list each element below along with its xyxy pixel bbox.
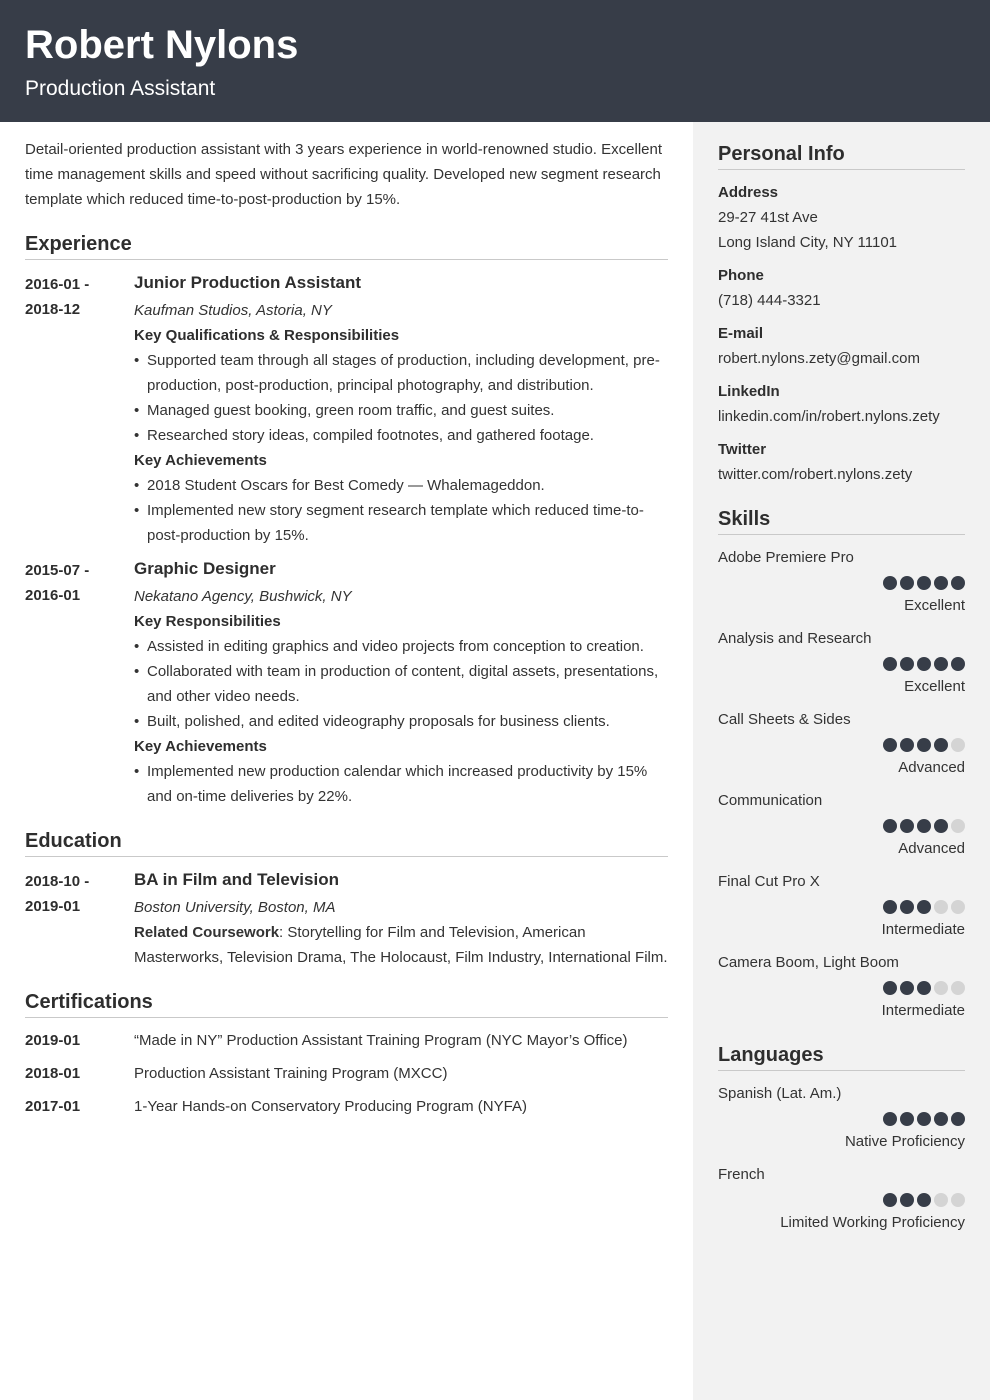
rating-dot-filled — [883, 657, 897, 671]
rating-dot-filled — [917, 1193, 931, 1207]
rating-dot-filled — [934, 1112, 948, 1126]
sidebar — [693, 122, 990, 1400]
skill-level: Advanced — [898, 759, 965, 776]
skill-name: Adobe Premiere Pro — [718, 549, 854, 566]
education-date-start: 2018-10 - — [25, 873, 90, 890]
list-item: • Assisted in editing graphics and video projects from conception to creation. — [134, 638, 644, 655]
email-label: E-mail — [718, 325, 764, 342]
rating-dot-empty — [951, 1193, 965, 1207]
rating-dot-filled — [917, 981, 931, 995]
job-date-start: 2016-01 - — [25, 276, 90, 293]
skill-level: Excellent — [904, 597, 965, 614]
linkedin-value[interactable]: linkedin.com/in/robert.nylons.zety — [718, 408, 940, 425]
phone-label: Phone — [718, 267, 764, 284]
skill-name: Communication — [718, 792, 823, 809]
candidate-role: Production Assistant — [25, 77, 216, 100]
list-item: • Managed guest booking, green room traffic, and guest suites. — [134, 402, 555, 419]
cert-date: 2018-01 — [25, 1065, 81, 1082]
summary-text: Detail-oriented production assistant with 3 years experience in world-renowned studio. Excellent time management skills and speed without sacrificing quality. Developed new segment research template which reduced time-to-post-production by 15%. — [25, 141, 663, 208]
rating-dot-empty — [934, 981, 948, 995]
language-level: Native Proficiency — [844, 1133, 965, 1150]
rating-dot-filled — [900, 576, 914, 590]
rating-dot-filled — [934, 738, 948, 752]
skill-rating — [718, 576, 965, 590]
rating-dot-filled — [917, 900, 931, 914]
rating-dot-filled — [917, 738, 931, 752]
cert-date: 2019-01 — [25, 1032, 81, 1049]
rating-dot-filled — [883, 819, 897, 833]
skill-rating — [718, 900, 965, 914]
candidate-name: Robert Nylons — [25, 23, 299, 67]
achievements-heading: Key Achievements — [134, 738, 267, 755]
rating-dot-filled — [951, 576, 965, 590]
education-divider — [25, 856, 668, 857]
skills-heading: Skills — [718, 508, 771, 530]
cert-name: 1-Year Hands-on Conservatory Producing Program (NYFA) — [134, 1098, 527, 1115]
personal-info-divider — [718, 169, 965, 170]
rating-dot-filled — [900, 981, 914, 995]
skill-rating — [718, 738, 965, 752]
list-item: • Built, polished, and edited videography proposals for business clients. — [134, 713, 610, 730]
language-rating — [718, 1193, 965, 1207]
cert-date: 2017-01 — [25, 1098, 81, 1115]
rating-dot-filled — [917, 819, 931, 833]
job-title: Graphic Designer — [134, 559, 276, 578]
rating-dot-empty — [934, 900, 948, 914]
resume-header — [0, 0, 990, 122]
job-title: Junior Production Assistant — [134, 273, 362, 292]
coursework-list: : Storytelling for Film and Television, American Masterworks, Television Drama, The Holocaust, Film Industry, International Film. — [134, 924, 668, 966]
rating-dot-filled — [934, 819, 948, 833]
rating-dot-filled — [900, 738, 914, 752]
rating-dot-filled — [917, 1112, 931, 1126]
language-rating — [718, 1112, 965, 1126]
address-line2: Long Island City, NY 11101 — [718, 234, 898, 251]
rating-dot-filled — [951, 657, 965, 671]
rating-dot-filled — [900, 657, 914, 671]
language-name: Spanish (Lat. Am.) — [718, 1085, 842, 1102]
job-date-end: 2018-12 — [25, 301, 81, 318]
rating-dot-filled — [883, 981, 897, 995]
skill-rating — [718, 981, 965, 995]
rating-dot-empty — [951, 900, 965, 914]
skill-rating — [718, 819, 965, 833]
skill-name: Call Sheets & Sides — [718, 711, 851, 728]
rating-dot-filled — [883, 576, 897, 590]
rating-dot-filled — [951, 1112, 965, 1126]
rating-dot-filled — [900, 1193, 914, 1207]
education-heading: Education — [25, 830, 122, 852]
rating-dot-empty — [934, 1193, 948, 1207]
coursework-text — [134, 920, 674, 970]
job-date-end: 2016-01 — [25, 587, 81, 604]
rating-dot-filled — [934, 657, 948, 671]
twitter-value[interactable]: twitter.com/robert.nylons.zety — [718, 466, 913, 483]
cert-name: “Made in NY” Production Assistant Training Program (NYC Mayor’s Office) — [134, 1032, 628, 1049]
job-date-start: 2015-07 - — [25, 562, 90, 579]
list-item: • Researched story ideas, compiled footnotes, and gathered footage. — [134, 427, 594, 444]
language-name: French — [718, 1166, 765, 1183]
address-line1: 29-27 41st Ave — [718, 209, 818, 226]
languages-divider — [718, 1070, 965, 1071]
list-item: • Implemented new production calendar which increased productivity by 15% and on-time deliveries by 22%. — [134, 763, 648, 805]
education-date-end: 2019-01 — [25, 898, 81, 915]
skill-level: Intermediate — [881, 921, 965, 938]
rating-dot-filled — [883, 738, 897, 752]
skill-level: Intermediate — [881, 1002, 965, 1019]
rating-dot-filled — [917, 657, 931, 671]
rating-dot-empty — [951, 819, 965, 833]
list-item: • Supported team through all stages of production, including development, pre-production, post-production, principal photography, and distribution. — [134, 352, 660, 394]
rating-dot-filled — [917, 576, 931, 590]
rating-dot-filled — [883, 1112, 897, 1126]
email-value[interactable]: robert.nylons.zety@gmail.com — [718, 350, 920, 367]
twitter-label: Twitter — [718, 441, 767, 458]
linkedin-label: LinkedIn — [718, 383, 780, 400]
cert-name: Production Assistant Training Program (MXCC) — [134, 1065, 448, 1082]
rating-dot-filled — [900, 900, 914, 914]
achievements-heading: Key Achievements — [134, 452, 267, 469]
rating-dot-empty — [951, 981, 965, 995]
degree-title: BA in Film and Television — [134, 870, 339, 889]
personal-info-heading: Personal Info — [718, 143, 845, 165]
experience-divider — [25, 259, 668, 260]
coursework-label: Related Coursework — [134, 924, 280, 941]
skill-name: Analysis and Research — [718, 630, 872, 647]
rating-dot-filled — [900, 819, 914, 833]
list-item: • Implemented new story segment research template which reduced time-to-post-production by 15%. — [134, 502, 644, 544]
certifications-divider — [25, 1017, 668, 1018]
rating-dot-filled — [883, 900, 897, 914]
list-item: • 2018 Student Oscars for Best Comedy — Whalemageddon. — [134, 477, 545, 494]
responsibilities-heading: Key Qualifications & Responsibilities — [134, 327, 400, 344]
languages-heading: Languages — [718, 1044, 824, 1066]
language-level: Limited Working Proficiency — [780, 1214, 965, 1231]
experience-heading: Experience — [25, 233, 132, 255]
job-company: Kaufman Studios, Astoria, NY — [134, 302, 332, 319]
skill-rating — [718, 657, 965, 671]
phone-value: (718) 444-3321 — [718, 292, 821, 309]
address-label: Address — [718, 184, 779, 201]
certifications-heading: Certifications — [25, 991, 153, 1013]
skills-divider — [718, 534, 965, 535]
rating-dot-filled — [883, 1193, 897, 1207]
job-company: Nekatano Agency, Bushwick, NY — [134, 588, 352, 605]
responsibilities-heading: Key Responsibilities — [134, 613, 281, 630]
rating-dot-filled — [900, 1112, 914, 1126]
skill-name: Final Cut Pro X — [718, 873, 820, 890]
skill-level: Excellent — [904, 678, 965, 695]
school-name: Boston University, Boston, MA — [134, 899, 336, 916]
skill-level: Advanced — [898, 840, 965, 857]
rating-dot-empty — [951, 738, 965, 752]
rating-dot-filled — [934, 576, 948, 590]
list-item: • Collaborated with team in production of content, digital assets, presentations, and other video needs. — [134, 663, 659, 705]
skill-name: Camera Boom, Light Boom — [718, 954, 899, 971]
